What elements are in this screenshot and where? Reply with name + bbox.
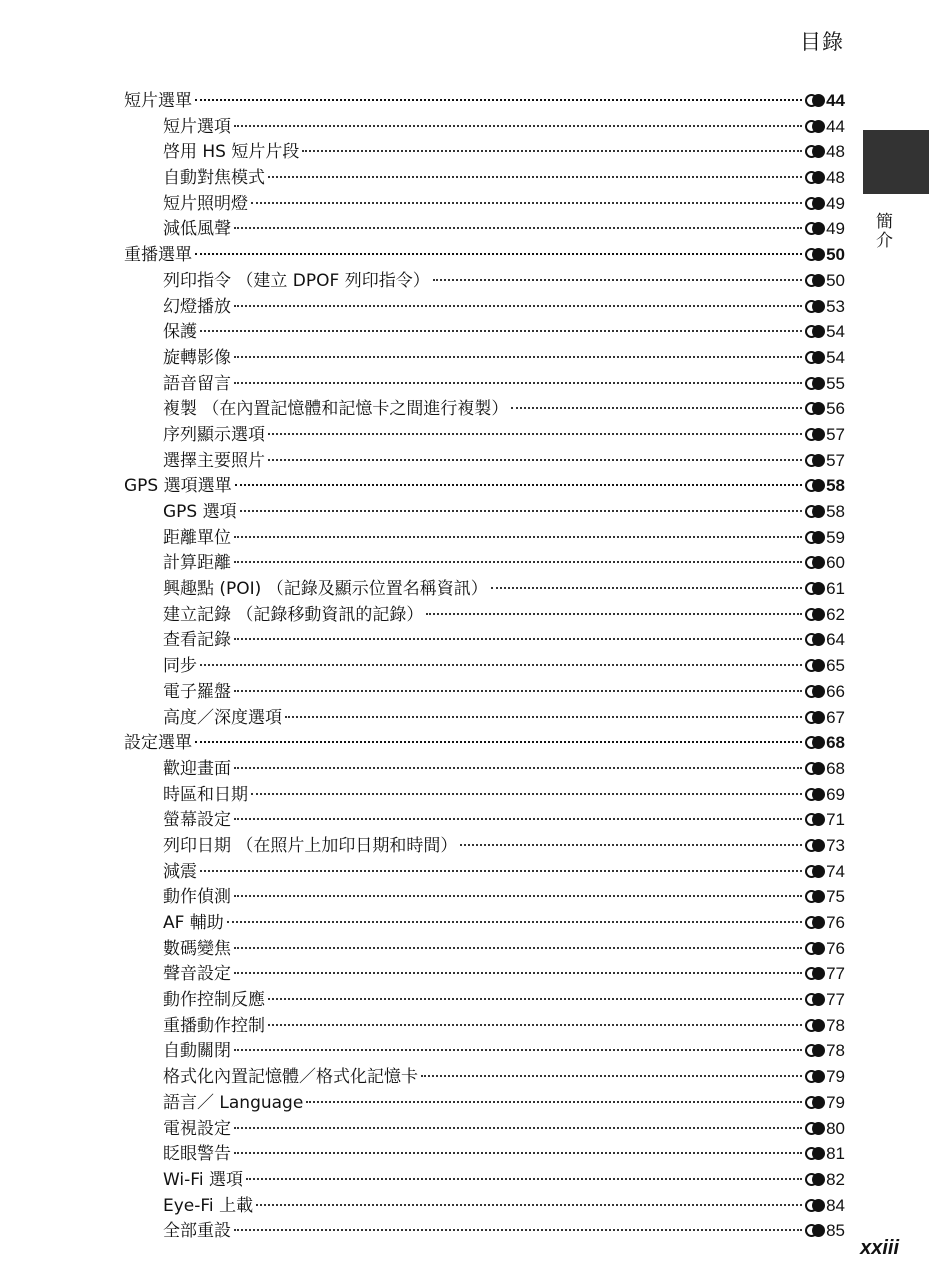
reference-section-icon xyxy=(805,1122,825,1133)
page-number-value: 57 xyxy=(826,450,845,470)
toc-entry[interactable] xyxy=(124,833,845,859)
reference-section-icon xyxy=(805,993,825,1004)
page-number-value: 74 xyxy=(826,861,845,881)
toc-page-reference xyxy=(805,987,845,1013)
toc-page-reference xyxy=(805,576,845,602)
toc-page-reference xyxy=(805,936,845,962)
toc-page-reference xyxy=(805,550,845,576)
toc-entry-label: 距離單位 xyxy=(163,527,231,548)
toc-entry[interactable] xyxy=(124,807,845,833)
page-number-value: 77 xyxy=(826,964,845,984)
reference-section-icon xyxy=(805,197,825,208)
page-number-value: 76 xyxy=(826,938,845,958)
dot-leader xyxy=(246,1177,802,1180)
toc-entry-label: 設定選單 xyxy=(124,733,192,754)
page-number-value: 79 xyxy=(826,1067,845,1087)
toc-page-reference xyxy=(805,910,845,936)
reference-section-icon xyxy=(805,633,825,644)
toc-entry-label: 歡迎畫面 xyxy=(163,758,231,779)
toc-entry-label: Wi-Fi 選項 xyxy=(163,1169,243,1190)
reference-section-icon xyxy=(805,865,825,876)
reference-section-icon xyxy=(805,1224,825,1235)
toc-entry-label: 選擇主要照片 xyxy=(163,450,265,471)
page-number-value: 65 xyxy=(826,656,845,676)
toc-entry-label: 語言／ Language xyxy=(163,1092,304,1113)
dot-leader xyxy=(234,971,802,974)
toc-page-reference xyxy=(805,473,845,499)
page-number-value: 54 xyxy=(826,347,845,367)
page-number-value: 77 xyxy=(826,990,845,1010)
dot-leader xyxy=(234,1048,802,1051)
dot-leader xyxy=(200,329,802,332)
reference-section-icon xyxy=(805,1019,825,1030)
page-number-value: 58 xyxy=(826,502,845,521)
page-number-value: 78 xyxy=(826,1041,845,1061)
page-number-value: 48 xyxy=(826,168,845,188)
side-tab-label: 簡介 xyxy=(872,212,892,250)
toc-entry-label: 建立記錄 （記錄移動資訊的記錄） xyxy=(163,604,424,625)
page-number-value: 67 xyxy=(826,707,845,727)
toc-page-reference xyxy=(805,88,845,114)
reference-section-icon xyxy=(805,1044,825,1055)
page-number-value: 53 xyxy=(826,296,845,316)
reference-section-icon xyxy=(805,788,825,799)
toc-entry[interactable] xyxy=(124,859,845,885)
reference-section-icon xyxy=(805,479,825,490)
toc-page-reference xyxy=(805,1193,845,1219)
reference-section-icon xyxy=(805,120,825,131)
dot-leader xyxy=(285,715,802,718)
toc-page-reference xyxy=(805,139,845,165)
page-number-value: 50 xyxy=(826,270,845,290)
reference-section-icon xyxy=(805,685,825,696)
toc-entry[interactable] xyxy=(124,422,845,448)
toc-entry-label: 電子羅盤 xyxy=(163,681,231,702)
reference-section-icon xyxy=(805,1199,825,1210)
dot-leader xyxy=(234,304,802,307)
toc-entry-label: 動作偵測 xyxy=(163,887,231,908)
toc-page-reference xyxy=(805,807,845,833)
dot-leader xyxy=(460,843,802,846)
reference-section-icon xyxy=(805,145,825,156)
reference-section-icon xyxy=(805,428,825,439)
page-header-title: 目錄 xyxy=(800,30,844,54)
reference-section-icon xyxy=(805,531,825,542)
reference-section-icon xyxy=(805,659,825,670)
toc-entry[interactable] xyxy=(124,576,845,602)
toc-entry[interactable] xyxy=(124,987,845,1013)
toc-page-reference xyxy=(805,294,845,320)
toc-section-entry[interactable] xyxy=(124,88,845,114)
toc-page-reference xyxy=(805,371,845,397)
reference-section-icon xyxy=(805,736,825,747)
toc-page-reference xyxy=(805,422,845,448)
page-number-value: 44 xyxy=(826,116,845,136)
dot-leader xyxy=(234,689,802,692)
dot-leader xyxy=(302,149,802,152)
page-number-value: 76 xyxy=(826,913,845,932)
toc-entry-label: 減低風聲 xyxy=(163,219,231,240)
toc-entry-label: 保護 xyxy=(163,322,197,343)
toc-entry-label: 高度／深度選項 xyxy=(163,707,282,728)
dot-leader xyxy=(268,458,802,461)
toc-entry[interactable] xyxy=(124,1167,845,1193)
table-of-contents xyxy=(124,88,845,1244)
toc-entry-label: GPS 選項 xyxy=(163,502,237,522)
dot-leader xyxy=(240,509,802,512)
toc-entry-label: 螢幕設定 xyxy=(163,810,231,831)
reference-section-icon xyxy=(805,222,825,233)
toc-page-reference xyxy=(805,961,845,987)
toc-entry-label: 複製 （在內置記憶體和記憶卡之間進行複製） xyxy=(163,399,509,420)
toc-page-reference xyxy=(805,345,845,371)
reference-section-icon xyxy=(805,505,825,516)
toc-entry[interactable] xyxy=(124,782,845,808)
dot-leader xyxy=(268,1023,802,1026)
toc-page-reference xyxy=(805,833,845,859)
reference-section-icon xyxy=(805,813,825,824)
toc-entry-label: 時區和日期 xyxy=(163,784,248,805)
page-number-value: 61 xyxy=(826,579,845,599)
toc-page-reference xyxy=(805,114,845,140)
dot-leader xyxy=(195,252,802,255)
toc-page-reference xyxy=(805,396,845,422)
reference-section-icon xyxy=(805,377,825,388)
page-number-value: 55 xyxy=(826,373,845,393)
dot-leader xyxy=(234,355,802,358)
toc-entry[interactable] xyxy=(124,679,845,705)
toc-entry[interactable] xyxy=(124,1013,845,1039)
toc-page-reference xyxy=(805,448,845,474)
toc-entry[interactable] xyxy=(124,1193,845,1219)
dot-leader xyxy=(227,920,802,923)
page-number-value: 81 xyxy=(826,1144,845,1164)
page-number-value: 49 xyxy=(826,193,845,213)
reference-section-icon xyxy=(805,942,825,953)
dot-leader xyxy=(234,1228,802,1231)
dot-leader xyxy=(234,1151,802,1154)
page-number-value: 58 xyxy=(826,476,845,496)
reference-section-icon xyxy=(805,1096,825,1107)
toc-entry[interactable] xyxy=(124,216,845,242)
toc-entry[interactable] xyxy=(124,139,845,165)
reference-section-icon xyxy=(805,762,825,773)
dot-leader xyxy=(195,98,802,101)
toc-page-reference xyxy=(805,1064,845,1090)
toc-entry[interactable] xyxy=(124,114,845,140)
dot-leader xyxy=(268,175,802,178)
dot-leader xyxy=(200,663,802,666)
dot-leader xyxy=(234,381,802,384)
toc-page-reference xyxy=(805,268,845,294)
toc-page-reference xyxy=(805,884,845,910)
reference-section-icon xyxy=(805,1173,825,1184)
toc-entry[interactable] xyxy=(124,345,845,371)
toc-entry[interactable] xyxy=(124,936,845,962)
page-number-value: 79 xyxy=(826,1092,845,1112)
page-number-value: 71 xyxy=(826,810,845,830)
toc-entry-label: 聲音設定 xyxy=(163,964,231,985)
toc-entry[interactable] xyxy=(124,550,845,576)
page-number-value: 49 xyxy=(826,219,845,239)
reference-section-icon xyxy=(805,582,825,593)
toc-page-reference xyxy=(805,756,845,782)
toc-page-reference xyxy=(805,165,845,191)
page-number-value: 82 xyxy=(826,1169,845,1189)
toc-page-reference xyxy=(805,627,845,653)
page-number-value: 56 xyxy=(826,399,845,419)
toc-entry[interactable] xyxy=(124,294,845,320)
reference-section-icon xyxy=(805,248,825,259)
toc-section-entry[interactable] xyxy=(124,473,845,499)
page-number-value: 68 xyxy=(826,733,845,753)
toc-entry-label: 計算距離 xyxy=(163,553,231,574)
toc-entry-label: 全部重設 xyxy=(163,1221,231,1242)
dot-leader xyxy=(234,560,802,563)
toc-entry[interactable] xyxy=(124,1064,845,1090)
toc-page-reference xyxy=(805,730,845,756)
dot-leader xyxy=(234,894,802,897)
toc-page-reference xyxy=(805,1218,845,1244)
page-number-value: 84 xyxy=(826,1195,845,1215)
dot-leader xyxy=(491,586,802,589)
reference-section-icon xyxy=(805,94,825,105)
toc-entry-label: 興趣點 (POI) （記錄及顯示位置名稱資訊） xyxy=(163,579,488,600)
reference-section-icon xyxy=(805,711,825,722)
toc-entry-label: 重播動作控制 xyxy=(163,1015,265,1036)
toc-entry[interactable] xyxy=(124,1090,845,1116)
page-number-value: 78 xyxy=(826,1015,845,1035)
dot-leader xyxy=(268,432,802,435)
dot-leader xyxy=(235,483,802,486)
toc-entry-label: 查看記錄 xyxy=(163,630,231,651)
dot-leader xyxy=(268,997,802,1000)
reference-section-icon xyxy=(805,556,825,567)
reference-section-icon xyxy=(805,171,825,182)
page-number-value: 68 xyxy=(826,758,845,778)
toc-entry[interactable] xyxy=(124,499,845,525)
dot-leader xyxy=(234,817,802,820)
toc-entry-label: 幻燈播放 xyxy=(163,296,231,317)
reference-section-icon xyxy=(805,916,825,927)
toc-page-reference xyxy=(805,499,845,525)
dot-leader xyxy=(200,869,802,872)
toc-page-reference xyxy=(805,705,845,731)
dot-leader xyxy=(234,535,802,538)
reference-section-icon xyxy=(805,967,825,978)
page-number-value: 60 xyxy=(826,553,845,573)
toc-entry-label: 減震 xyxy=(163,861,197,882)
toc-page-reference xyxy=(805,859,845,885)
toc-entry-label: 序列顯示選項 xyxy=(163,424,265,445)
dot-leader xyxy=(234,766,802,769)
toc-page-reference xyxy=(805,1013,845,1039)
toc-entry-label: Eye-Fi 上載 xyxy=(163,1195,254,1216)
reference-section-icon xyxy=(805,325,825,336)
dot-leader xyxy=(433,278,802,281)
dot-leader xyxy=(234,124,802,127)
toc-entry-label: 自動關閉 xyxy=(163,1041,231,1062)
toc-page-reference xyxy=(805,191,845,217)
page-number-value: 73 xyxy=(826,835,845,855)
toc-entry-label: 啓用 HS 短片片段 xyxy=(163,142,300,163)
toc-page-reference xyxy=(805,242,845,268)
toc-entry[interactable] xyxy=(124,191,845,217)
toc-entry[interactable] xyxy=(124,627,845,653)
reference-section-icon xyxy=(805,402,825,413)
page-number-value: 66 xyxy=(826,681,845,701)
dot-leader xyxy=(251,201,802,204)
toc-entry-label: 同步 xyxy=(163,656,197,677)
dot-leader xyxy=(426,612,802,615)
toc-entry-label: 旋轉影像 xyxy=(163,347,231,368)
toc-page-reference xyxy=(805,319,845,345)
reference-section-icon xyxy=(805,608,825,619)
toc-entry-label: 格式化內置記憶體／格式化記憶卡 xyxy=(163,1067,418,1088)
dot-leader xyxy=(251,792,802,795)
dot-leader xyxy=(195,740,802,743)
toc-entry[interactable] xyxy=(124,961,845,987)
toc-entry[interactable] xyxy=(124,705,845,731)
page-number-value: 85 xyxy=(826,1221,845,1241)
toc-entry-label: 重播選單 xyxy=(124,245,192,266)
toc-entry-label: AF 輔助 xyxy=(163,913,224,933)
toc-page-reference xyxy=(805,1167,845,1193)
toc-entry[interactable] xyxy=(124,268,845,294)
toc-entry[interactable] xyxy=(124,525,845,551)
toc-section-entry[interactable] xyxy=(124,730,845,756)
page-number-value: 64 xyxy=(826,630,845,650)
page-number-value: 48 xyxy=(826,142,845,162)
dot-leader xyxy=(421,1074,802,1077)
reference-section-icon xyxy=(805,454,825,465)
toc-entry-label: GPS 選項選單 xyxy=(124,476,232,497)
toc-page-reference xyxy=(805,1141,845,1167)
toc-page-reference xyxy=(805,653,845,679)
dot-leader xyxy=(256,1203,802,1206)
toc-entry[interactable] xyxy=(124,165,845,191)
toc-page-reference xyxy=(805,525,845,551)
toc-entry-label: 語音留言 xyxy=(163,373,231,394)
dot-leader xyxy=(234,946,802,949)
toc-entry-label: 電視設定 xyxy=(163,1118,231,1139)
dot-leader xyxy=(511,406,802,409)
reference-section-icon xyxy=(805,274,825,285)
toc-section-entry[interactable] xyxy=(124,242,845,268)
toc-entry-label: 列印日期 （在照片上加印日期和時間） xyxy=(163,835,458,856)
page-number-value: 57 xyxy=(826,424,845,444)
toc-entry[interactable] xyxy=(124,1218,845,1244)
page-number-value: 54 xyxy=(826,322,845,342)
reference-section-icon xyxy=(805,890,825,901)
page-number: xxiii xyxy=(860,1237,899,1259)
dot-leader xyxy=(234,226,802,229)
toc-entry[interactable] xyxy=(124,1116,845,1142)
toc-page-reference xyxy=(805,679,845,705)
dot-leader xyxy=(306,1100,802,1103)
toc-page-reference xyxy=(805,602,845,628)
toc-page-reference xyxy=(805,782,845,808)
page-number-value: 75 xyxy=(826,887,845,907)
toc-entry[interactable] xyxy=(124,884,845,910)
page-number-value: 44 xyxy=(826,91,845,110)
page-number-value: 69 xyxy=(826,784,845,804)
toc-entry-label: 自動對焦模式 xyxy=(163,168,265,189)
toc-entry[interactable] xyxy=(124,448,845,474)
toc-entry[interactable] xyxy=(124,319,845,345)
reference-section-icon xyxy=(805,300,825,311)
toc-entry-label: 短片選單 xyxy=(124,91,192,111)
toc-entry-label: 列印指令 （建立 DPOF 列印指令） xyxy=(163,270,430,291)
side-tab-marker xyxy=(863,130,929,194)
toc-entry[interactable] xyxy=(124,396,845,422)
page-number-value: 62 xyxy=(826,604,845,624)
reference-section-icon xyxy=(805,351,825,362)
page-number-value: 59 xyxy=(826,527,845,547)
toc-entry-label: 短片照明燈 xyxy=(163,193,248,214)
page-number-value: 50 xyxy=(826,245,845,265)
toc-entry-label: 動作控制反應 xyxy=(163,990,265,1011)
dot-leader xyxy=(234,1126,802,1129)
toc-entry[interactable] xyxy=(124,653,845,679)
toc-entry-label: 數碼變焦 xyxy=(163,938,231,959)
toc-entry[interactable] xyxy=(124,756,845,782)
reference-section-icon xyxy=(805,1147,825,1158)
page-number-value: 80 xyxy=(826,1118,845,1138)
toc-page-reference xyxy=(805,1038,845,1064)
toc-entry[interactable] xyxy=(124,1141,845,1167)
toc-page-reference xyxy=(805,1090,845,1116)
toc-page-reference xyxy=(805,1116,845,1142)
toc-page-reference xyxy=(805,216,845,242)
reference-section-icon xyxy=(805,839,825,850)
dot-leader xyxy=(234,637,802,640)
toc-entry[interactable] xyxy=(124,910,845,936)
toc-entry-label: 眨眼警告 xyxy=(163,1144,231,1165)
toc-entry[interactable] xyxy=(124,602,845,628)
toc-entry-label: 短片選項 xyxy=(163,116,231,137)
toc-entry[interactable] xyxy=(124,371,845,397)
reference-section-icon xyxy=(805,1070,825,1081)
toc-entry[interactable] xyxy=(124,1038,845,1064)
